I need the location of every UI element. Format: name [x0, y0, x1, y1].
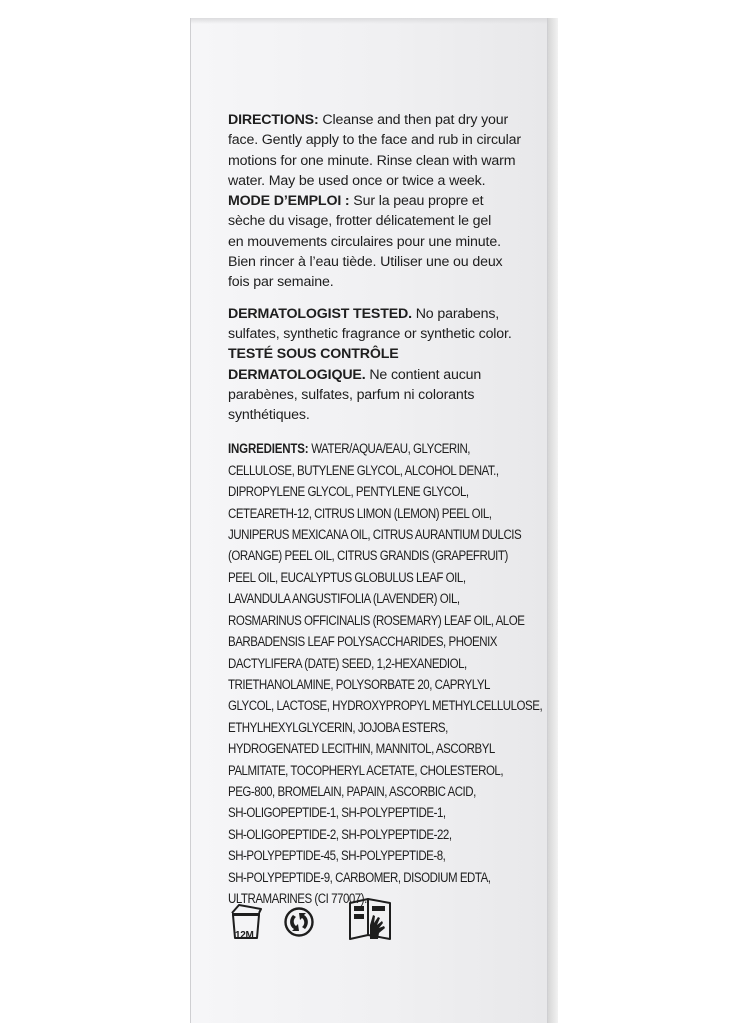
ingredients-line: DIPROPYLENE GLYCOL, PENTYLENE GLYCOL, — [228, 484, 469, 500]
directions-line: water. May be used once or twice a week. — [228, 172, 486, 189]
ingredients-line: DACTYLIFERA (DATE) SEED, 1,2-HEXANEDIOL, — [228, 655, 467, 671]
ingredients-line: TRIETHANOLAMINE, POLYSORBATE 20, CAPRYLYL — [228, 676, 490, 692]
ingredients-line: CETEARETH-12, CITRUS LIMON (LEMON) PEEL OIL, — [228, 505, 492, 521]
ingredients-line: SH-OLIGOPEPTIDE-1, SH-POLYPEPTIDE-1, — [228, 805, 446, 821]
pao-label: 12M — [235, 930, 254, 941]
mode-emploi-paragraph — [228, 191, 546, 292]
ingredients-line: PEG-800, BROMELAIN, PAPAIN, ASCORBIC ACID, — [228, 783, 476, 799]
ingredients-line — [228, 438, 546, 459]
teste-line: synthétiques. — [228, 407, 310, 424]
dermatologist-line: sulfates, synthetic fragrance or synthetic color. — [228, 325, 512, 342]
read-leaflet-icon — [346, 895, 394, 943]
label-text-column — [228, 110, 546, 909]
ingredients-paragraph — [228, 438, 546, 909]
package-side-edge — [548, 18, 558, 1023]
ingredients-line: JUNIPERUS MEXICANA OIL, CITRUS AURANTIUM DULCIS — [228, 527, 522, 543]
ingredients-line: ULTRAMARINES (CI 77007). — [228, 890, 367, 906]
ingredients-line: GLYCOL, LACTOSE, HYDROXYPROPYL METHYLCELLULOSE, — [228, 698, 543, 714]
teste-heading: DERMATOLOGIQUE. — [228, 366, 366, 383]
directions-line: face. Gently apply to the face and rub in circular — [228, 132, 521, 149]
mode-emploi-line: Bien rincer à l’eau tiède. Utiliser une ou deux — [228, 254, 503, 271]
teste-line: parabènes, sulfates, parfum ni colorants — [228, 386, 475, 403]
mode-emploi-line: Sur la peau propre et — [349, 193, 484, 210]
ingredients-text: WATER/AQUA/EAU, GLYCERIN, — [308, 441, 471, 457]
ingredients-line: SH-POLYPEPTIDE-45, SH-POLYPEPTIDE-8, — [228, 848, 446, 864]
recycle-svg — [284, 907, 314, 937]
ingredients-heading: INGREDIENTS: — [228, 441, 309, 457]
ingredients-line: HYDROGENATED LECITHIN, MANNITOL, ASCORBYL — [228, 741, 495, 757]
ingredients-line: SH-POLYPEPTIDE-9, CARBOMER, DISODIUM EDTA, — [228, 869, 491, 885]
mode-emploi-line: fois par semaine. — [228, 274, 334, 291]
spacer — [228, 425, 546, 438]
dermatologist-heading: DERMATOLOGIST TESTED. — [228, 305, 412, 322]
directions-line: Cleanse and then pat dry your — [318, 112, 509, 128]
ingredients-line: ROSMARINUS OFFICINALIS (ROSEMARY) LEAF OIL, ALOE — [228, 612, 525, 628]
ingredients-line: PEEL OIL, EUCALYPTUS GLOBULUS LEAF OIL, — [228, 569, 466, 585]
ingredients-line: SH-OLIGOPEPTIDE-2, SH-POLYPEPTIDE-22, — [228, 826, 452, 842]
directions-heading: DIRECTIONS: — [228, 112, 319, 128]
directions-paragraph — [228, 110, 546, 191]
ingredients-line: BARBADENSIS LEAF POLYSACCHARIDES, PHOENIX — [228, 634, 498, 650]
ingredients-line: PALMITATE, TOCOPHERYL ACETATE, CHOLESTEROL, — [228, 762, 504, 778]
mode-emploi-line: en mouvements circulaires pour une minute. — [228, 233, 501, 250]
ingredients-line: (ORANGE) PEEL OIL, CITRUS GRANDIS (GRAPEFRUIT) — [228, 548, 508, 564]
pao-jar-icon — [228, 903, 264, 941]
mode-emploi-line: sèche du visage, frotter délicatement le gel — [228, 213, 492, 230]
spacer — [228, 293, 546, 304]
ingredients-line: CELLULOSE, BUTYLENE GLYCOL, ALCOHOL DENAT., — [228, 462, 499, 478]
ingredients-line: LAVANDULA ANGUSTIFOLIA (LAVENDER) OIL, — [228, 591, 460, 607]
mode-emploi-heading: MODE D’EMPLOI : — [228, 193, 350, 210]
read-leaflet-svg — [346, 895, 394, 943]
teste-paragraph — [228, 344, 546, 425]
directions-line: motions for one minute. Rinse clean with warm — [228, 152, 516, 169]
green-dot-recycle-icon — [284, 907, 314, 937]
ingredients-line: ETHYLHEXYLGLYCERIN, JOJOBA ESTERS, — [228, 719, 448, 735]
teste-heading: TESTÉ SOUS CONTRÔLE — [228, 346, 399, 363]
dermatologist-paragraph — [228, 304, 546, 345]
dermatologist-line: No parabens, — [411, 305, 500, 322]
teste-line: Ne contient aucun — [365, 366, 482, 383]
